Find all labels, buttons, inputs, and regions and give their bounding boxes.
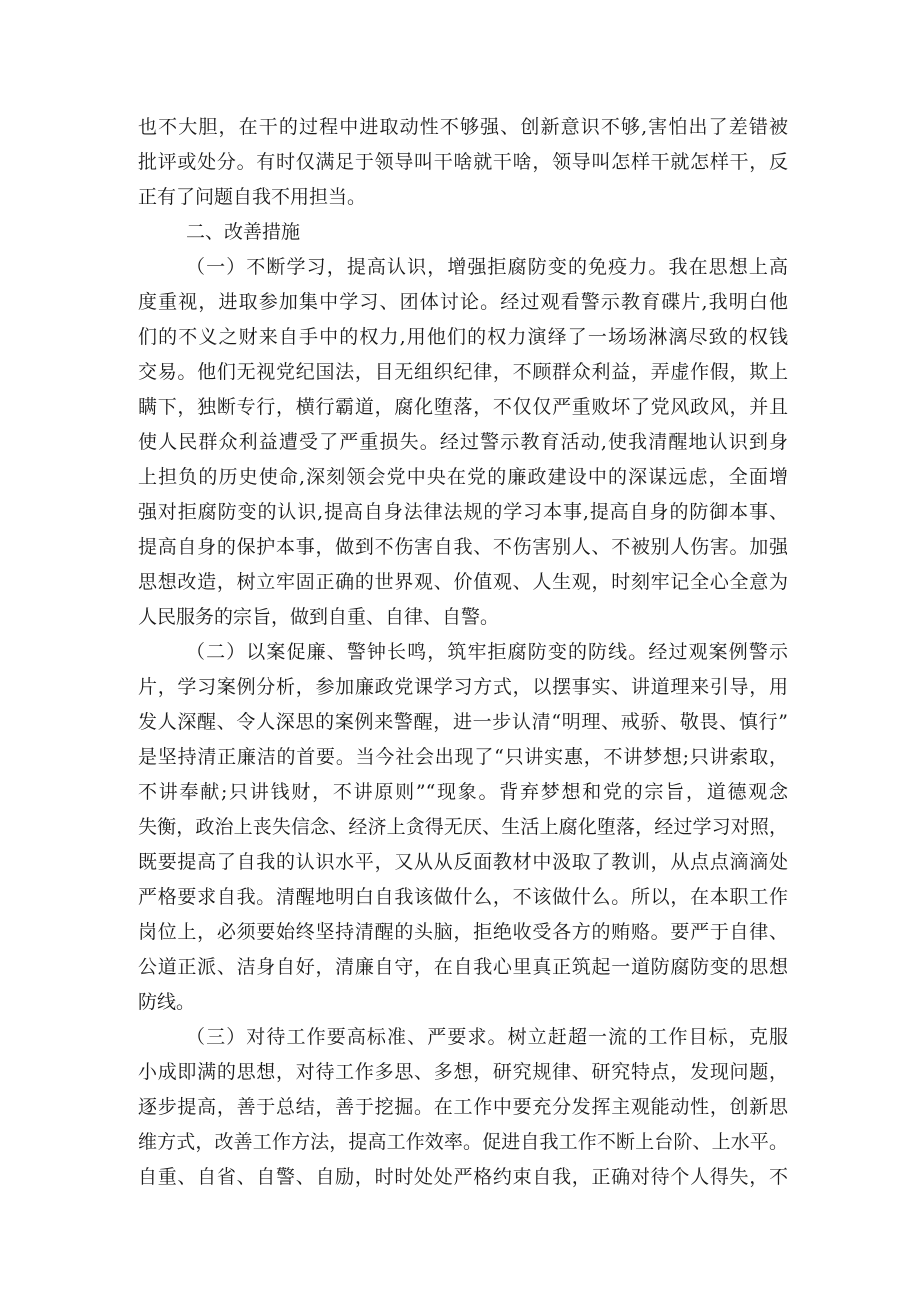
body-text-line: 维方式，改善工作方法，提高工作效率。促进自我工作不断上台阶、上水平。 — [138, 1131, 788, 1153]
body-text-line: 度重视，进取参加集中学习、团体讨论。经过观看警示教育碟片,我明白他 — [138, 291, 788, 313]
body-text-line: 思想改造，树立牢固正确的世界观、价值观、人生观，时刻牢记全心全意为 — [138, 571, 788, 593]
body-text-line: 既要提高了自我的认识水平，又从从反面教材中汲取了教训，从点点滴滴处 — [138, 851, 788, 873]
body-text-line: 提高自身的保护本事，做到不伤害自我、不伤害别人、不被别人伤害。加强 — [138, 536, 788, 558]
body-text-line: 防线。 — [138, 991, 196, 1013]
body-text-line: 上担负的历史使命,深刻领会党中央在党的廉政建设中的深谋远虑，全面增 — [138, 466, 788, 488]
body-text-line: 片，学习案例分析，参加廉政党课学习方式，以摆事实、讲道理来引导，用 — [138, 676, 788, 698]
body-text-line: 强对拒腐防变的认识,提高自身法律法规的学习本事,提高自身的防御本事、 — [138, 501, 788, 523]
body-text-line: 不讲奉献;只讲钱财，不讲原则”“现象。背弃梦想和党的宗旨，道德观念 — [138, 781, 788, 803]
paragraph-heading: （二）以案促廉、警钟长鸣，筑牢拒腐防变的防线。经过观案例警示 — [186, 641, 788, 663]
body-text-line: 岗位上，必须要始终坚持清醒的头脑，拒绝收受各方的贿赂。要严于自律、 — [138, 921, 788, 943]
body-text-line: 人民服务的宗旨，做到自重、自律、自警。 — [138, 606, 500, 628]
paragraph-heading: （一）不断学习，提高认识，增强拒腐防变的免疫力。我在思想上高 — [186, 256, 788, 278]
body-text-line: 小成即满的思想，对待工作多思、多想，研究规律、研究特点，发现问题， — [138, 1061, 788, 1083]
body-text-line: 失衡，政治上丧失信念、经济上贪得无厌、生活上腐化堕落，经过学习对照， — [138, 816, 788, 838]
body-text-line: 逐步提高，善于总结，善于挖掘。在工作中要充分发挥主观能动性，创新思 — [138, 1096, 788, 1118]
paragraph-heading: （三）对待工作要高标准、严要求。树立赶超一流的工作目标，克服 — [186, 1026, 788, 1048]
section-heading: 二、改善措施 — [186, 221, 301, 243]
body-text-line: 也不大胆，在干的过程中进取动性不够强、创新意识不够,害怕出了差错被 — [138, 116, 788, 138]
body-text-line: 严格要求自我。清醒地明白自我该做什么，不该做什么。所以，在本职工作 — [138, 886, 788, 908]
body-text-line: 使人民群众利益遭受了严重损失。经过警示教育活动,使我清醒地认识到身 — [138, 431, 788, 453]
body-text-line: 交易。他们无视党纪国法，目无组织纪律，不顾群众利益，弄虚作假，欺上 — [138, 361, 788, 383]
body-text-line: 是坚持清正廉洁的首要。当今社会出现了“只讲实惠，不讲梦想;只讲索取， — [138, 746, 788, 768]
body-text-line: 自重、自省、自警、自励，时时处处严格约束自我，正确对待个人得失，不 — [138, 1166, 788, 1188]
body-text-line: 正有了问题自我不用担当。 — [138, 186, 367, 208]
body-text-line: 们的不义之财来自手中的权力,用他们的权力演绎了一场场淋漓尽致的权钱 — [138, 326, 788, 348]
body-text-line: 公道正派、洁身自好，清廉自守，在自我心里真正筑起一道防腐防变的思想 — [138, 956, 788, 978]
body-text-line: 批评或处分。有时仅满足于领导叫干啥就干啥，领导叫怎样干就怎样干，反 — [138, 151, 788, 173]
body-text-line: 发人深醒、令人深思的案例来警醒，进一步认清“明理、戒骄、敬畏、慎行” — [138, 711, 788, 733]
body-text-line: 瞒下，独断专行，横行霸道，腐化堕落，不仅仅严重败坏了党风政风，并且 — [138, 396, 788, 418]
